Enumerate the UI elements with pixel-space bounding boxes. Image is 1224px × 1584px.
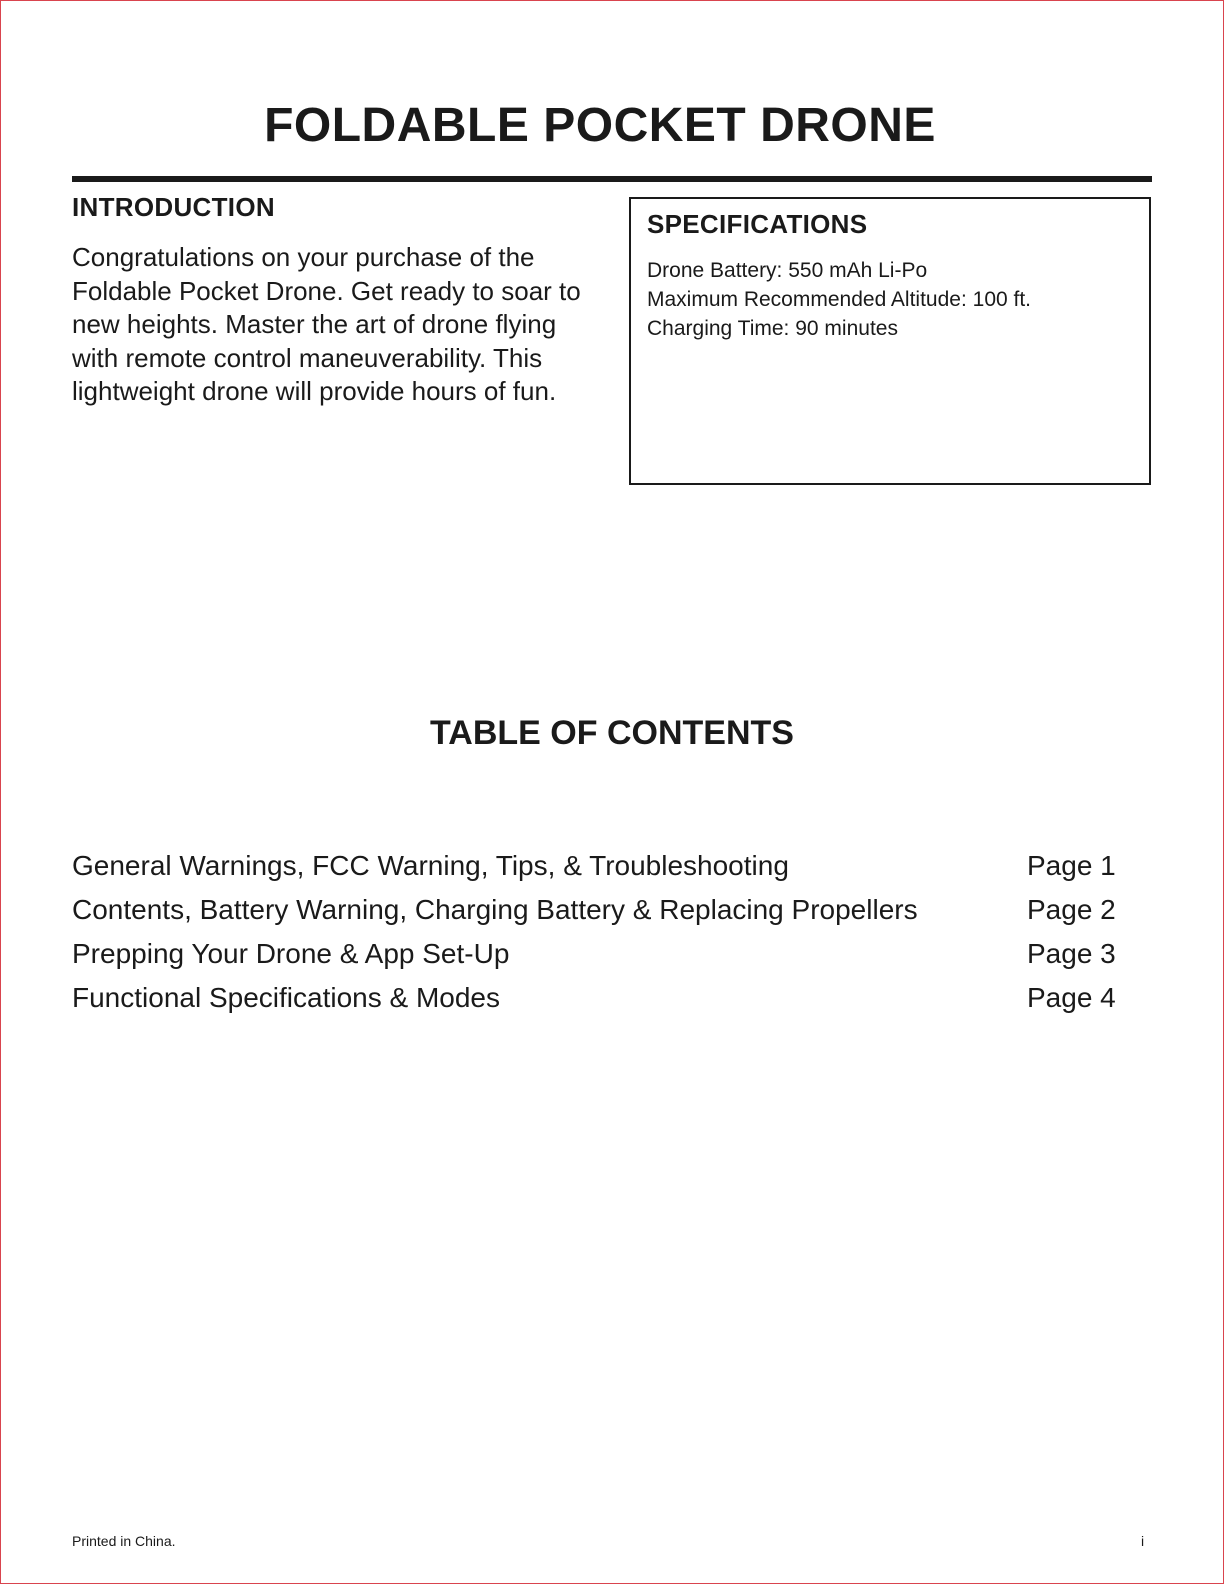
toc-entry-label: Prepping Your Drone & App Set-Up [72, 938, 510, 969]
toc-heading: TABLE OF CONTENTS [430, 714, 794, 752]
spec-item-battery: Drone Battery: 550 mAh Li-Po [647, 259, 928, 282]
toc-entry-label: Contents, Battery Warning, Charging Battery & Replacing Propellers [72, 894, 918, 925]
toc-entry [72, 844, 1132, 888]
introduction-heading: INTRODUCTION [72, 192, 275, 222]
toc-entry-page: Page 4 [1027, 982, 1116, 1013]
spec-item-altitude: Maximum Recommended Altitude: 100 ft. [647, 288, 1032, 311]
toc-entry [72, 888, 1132, 932]
toc-list [72, 844, 1132, 1020]
introduction-section [72, 192, 602, 409]
specifications-box [629, 197, 1151, 485]
toc-entry [72, 976, 1132, 1020]
toc-entry-label: General Warnings, FCC Warning, Tips, & Troubleshooting [72, 850, 789, 881]
specifications-list [647, 256, 1133, 343]
specifications-heading: SPECIFICATIONS [647, 209, 868, 239]
toc-entry-page: Page 3 [1027, 938, 1116, 969]
spec-item-charging-time: Charging Time: 90 minutes [647, 317, 898, 340]
title-divider [72, 176, 1152, 182]
toc-entry-label: Functional Specifications & Modes [72, 982, 500, 1013]
toc-entry [72, 932, 1132, 976]
introduction-body: Congratulations on your purchase of the Foldable Pocket Drone. Get ready to soar to new heights. Master the art of drone flying with remote control maneuverability. This lightweight drone will provide hours of fun. [72, 242, 581, 406]
toc-entry-page: Page 2 [1027, 894, 1116, 925]
toc-entry-page: Page 1 [1027, 850, 1116, 881]
printed-note: Printed in China. [72, 1533, 176, 1549]
page-number: i [1141, 1533, 1145, 1549]
document-title: FOLDABLE POCKET DRONE [264, 99, 936, 152]
